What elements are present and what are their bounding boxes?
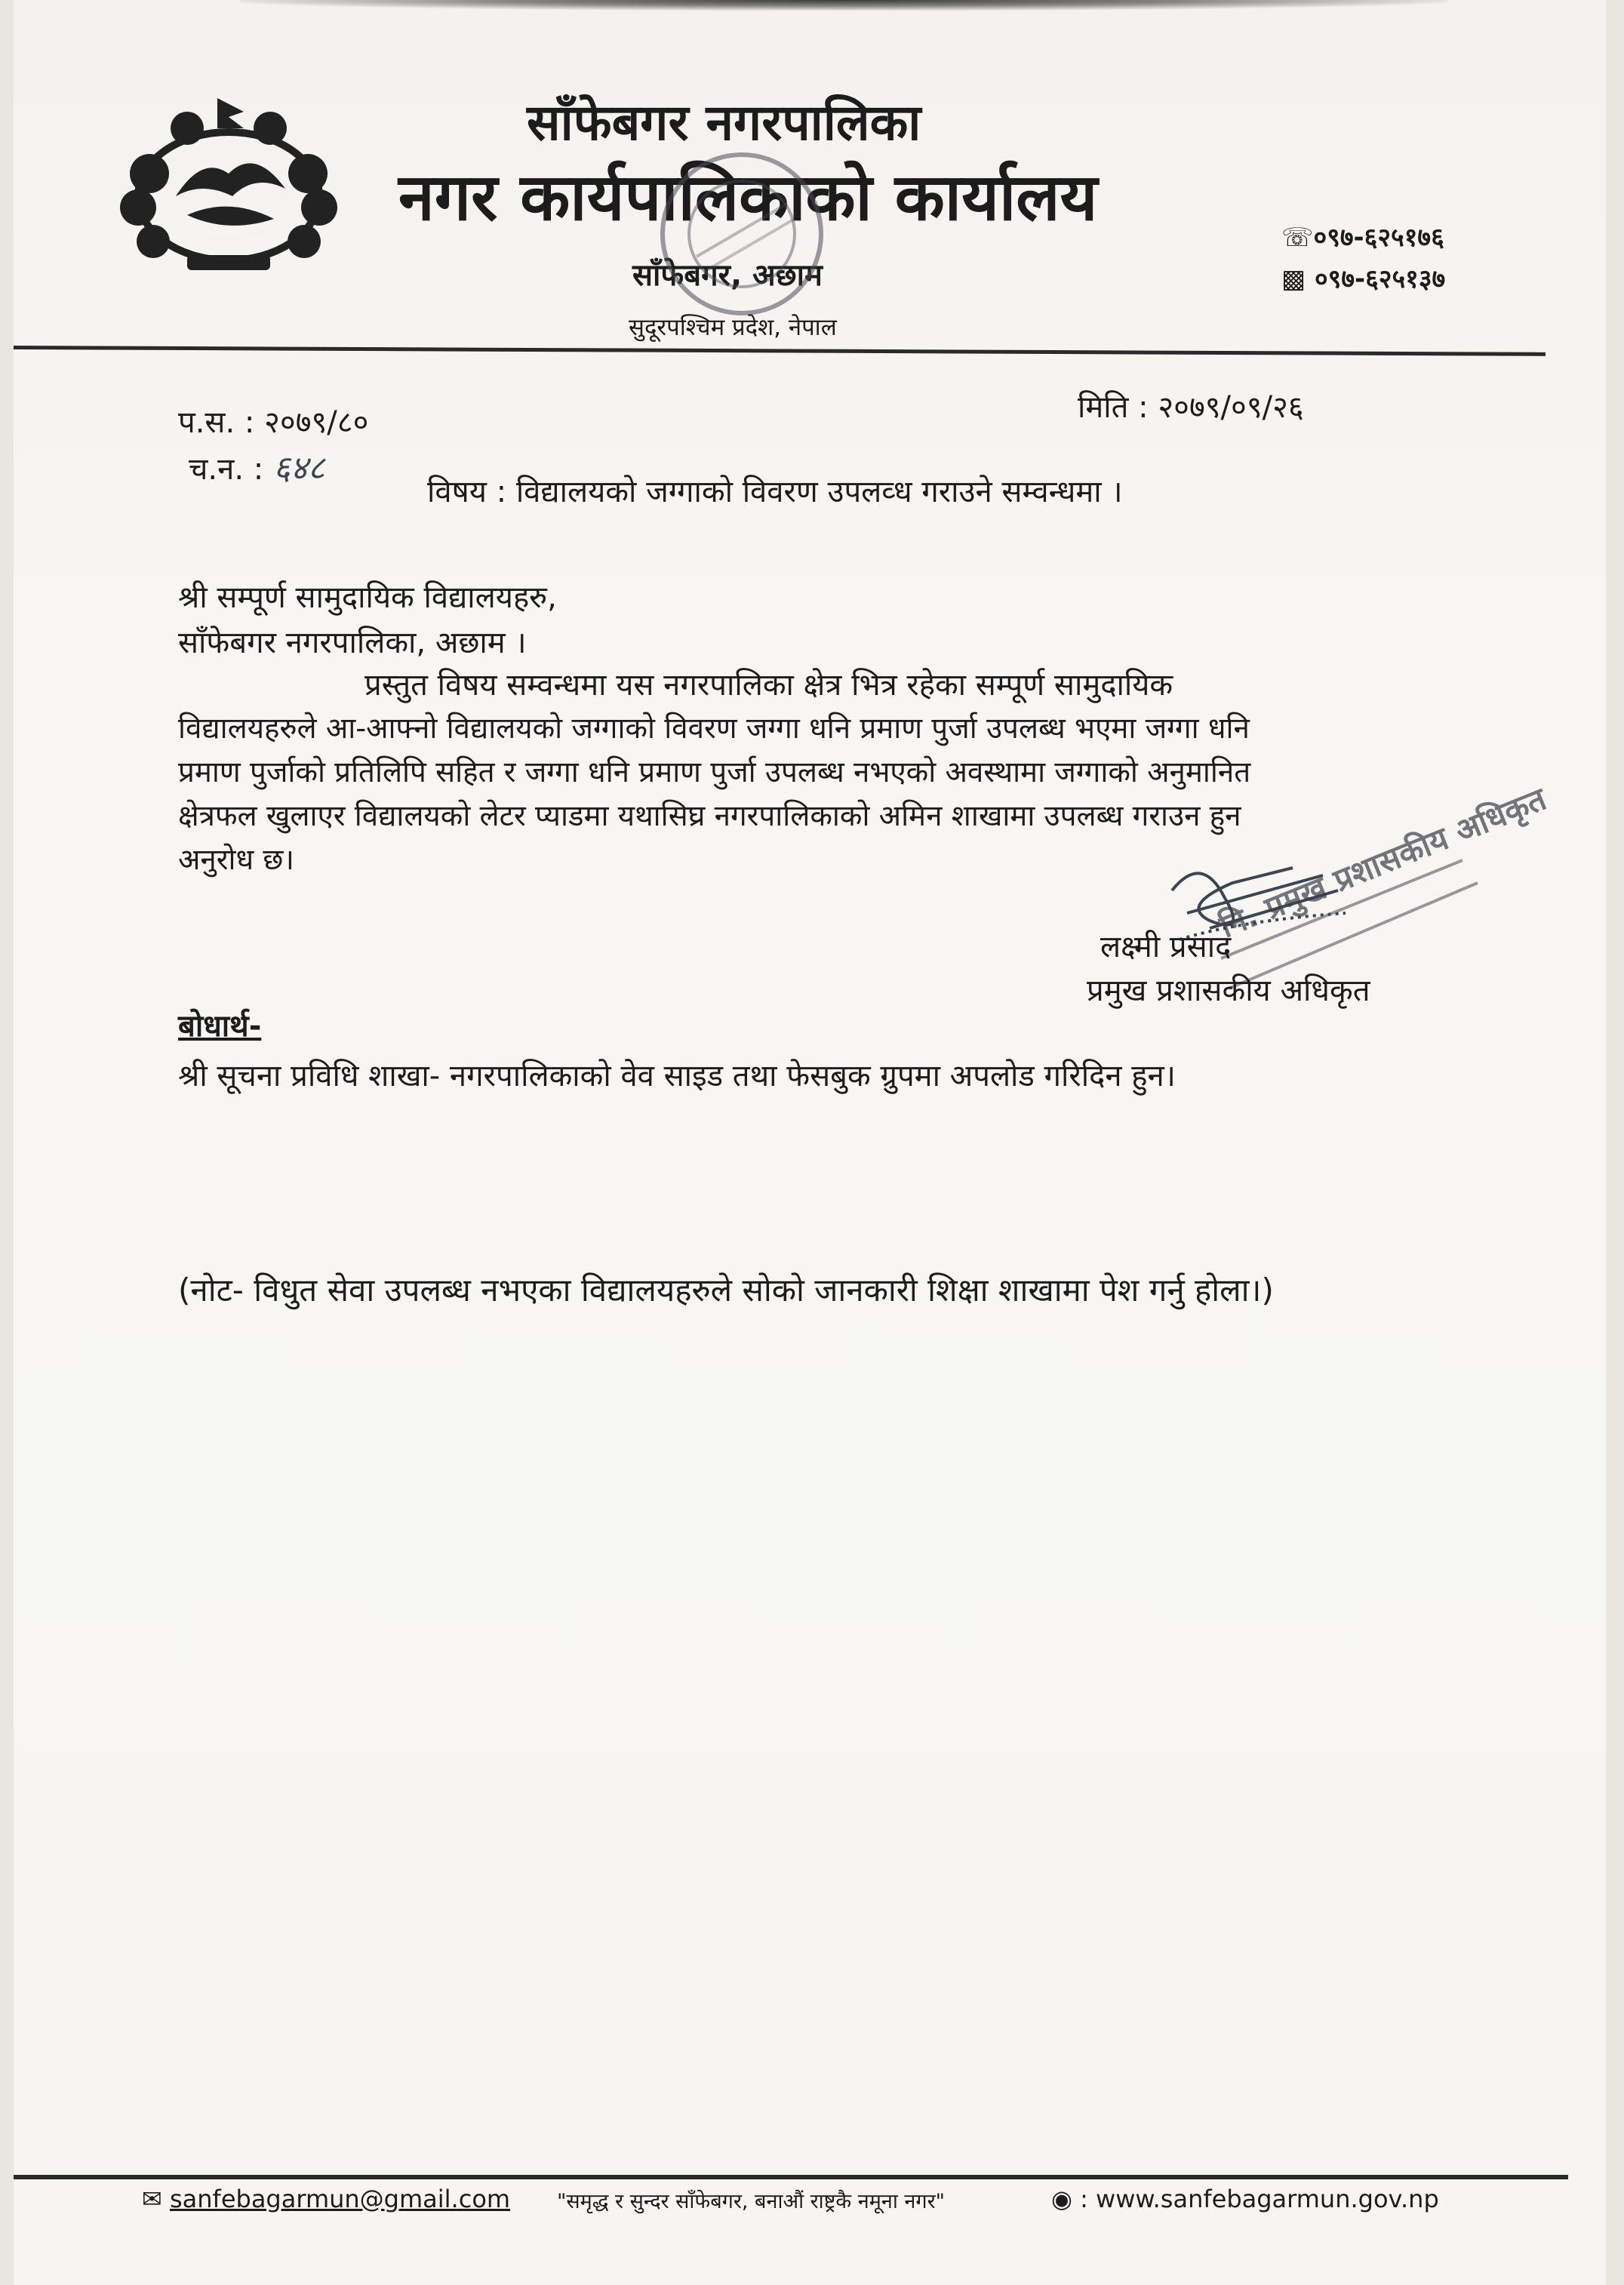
nepal-emblem-icon [104,83,346,279]
body-line-3: प्रमाण पुर्जाको प्रतिलिपि सहित र जग्गा धनि प्रमाण पुर्जा उपलब्ध नभएको अवस्थामा जग्गाको अनुमानित [178,755,1251,789]
bodhartha-line: श्री सूचना प्रविधि शाखा- नगरपालिकाको वेव साइड तथा फेसबुक ग्रुपमा अपलोड गरिदिन हुन। [178,1059,1176,1093]
body-line-1: प्रस्तुत विषय सम्वन्धमा यस नगरपालिका क्षेत्र भित्र रहेका सम्पूर्ण सामुदायिक [364,668,1173,703]
header-divider [14,346,1546,356]
chalani-label: च.न. : [189,452,264,487]
letter-date: मिति : २०७९/०९/२६ [1078,390,1304,425]
office-name: नगर कार्यपालिकाको कार्यालय [398,160,1098,235]
municipality-name: साँफेबगर नगरपालिका [527,94,921,152]
footer-email-link[interactable]: sanfebagarmun@gmail.com [169,2185,511,2213]
office-seal-icon [651,143,832,324]
footer-slogan: "समृद्ध र सुन्दर साँफेबगर, बनाऔं राष्ट्रकै नमूना नगर" [557,2190,946,2213]
office-address: साँफेबगर, अछाम [632,258,823,293]
recipient-line-1: श्री सम्पूर्ण सामुदायिक विद्यालयहरु, [178,580,557,615]
chalani-number-row [189,444,325,489]
chalani-handwritten: ६४८ [272,449,325,487]
body-line-2: विद्यालयहरुले आ-आफ्नो विद्यालयको जग्गाको विवरण जग्गा धनि प्रमाण पुर्जा उपलब्ध भएमा जग्गा धनि [178,712,1250,746]
globe-icon: ◉ [1051,2185,1072,2213]
scan-shadow [240,0,1447,11]
province: सुदूरपश्चिम प्रदेश, नेपाल [629,314,837,341]
mail-icon: ✉ [142,2185,162,2213]
signatory-designation: प्रमुख प्रशासकीय अधिकृत [1087,973,1370,1008]
body-line-5: अनुरोध छ। [178,843,294,877]
footer-divider [14,2175,1568,2179]
footer-website-row [1051,2185,1439,2213]
recipient-line-2: साँफेबगर नगरपालिका, अछाम । [178,626,527,660]
fax-number: ▩ ०९७-६२५१३७ [1281,264,1446,294]
officer-stamp-text: नि. प्रमुख प्रशासकीय अधिकृत [1214,780,1552,946]
note-line: (नोट- विधुत सेवा उपलब्ध नभएका विद्यालयहरुले सोको जानकारी शिक्षा शाखामा पेश गर्नु होला।) [178,1272,1274,1309]
patra-sankhya: प.स. : २०७९/८० [178,405,369,440]
bodhartha-heading: बोधार्थ- [178,1009,262,1044]
phone-number: ☏०९७-६२५१७६ [1281,223,1444,253]
letter-page [14,0,1606,2285]
signatory-name: लक्ष्मी प्रसाद [1100,930,1232,964]
footer-email-row [142,2185,510,2213]
body-line-4: क्षेत्रफल खुलाएर विद्यालयको लेटर प्याडमा यथासिघ्र नगरपालिकाको अमिन शाखामा उपलब्ध गराउन हुन [178,799,1241,833]
footer-website-link[interactable]: : www.sanfebagarmun.gov.np [1080,2185,1439,2213]
subject-line: विषय : विद्यालयको जग्गाको विवरण उपलव्ध गराउने सम्वन्धमा । [427,475,1123,509]
